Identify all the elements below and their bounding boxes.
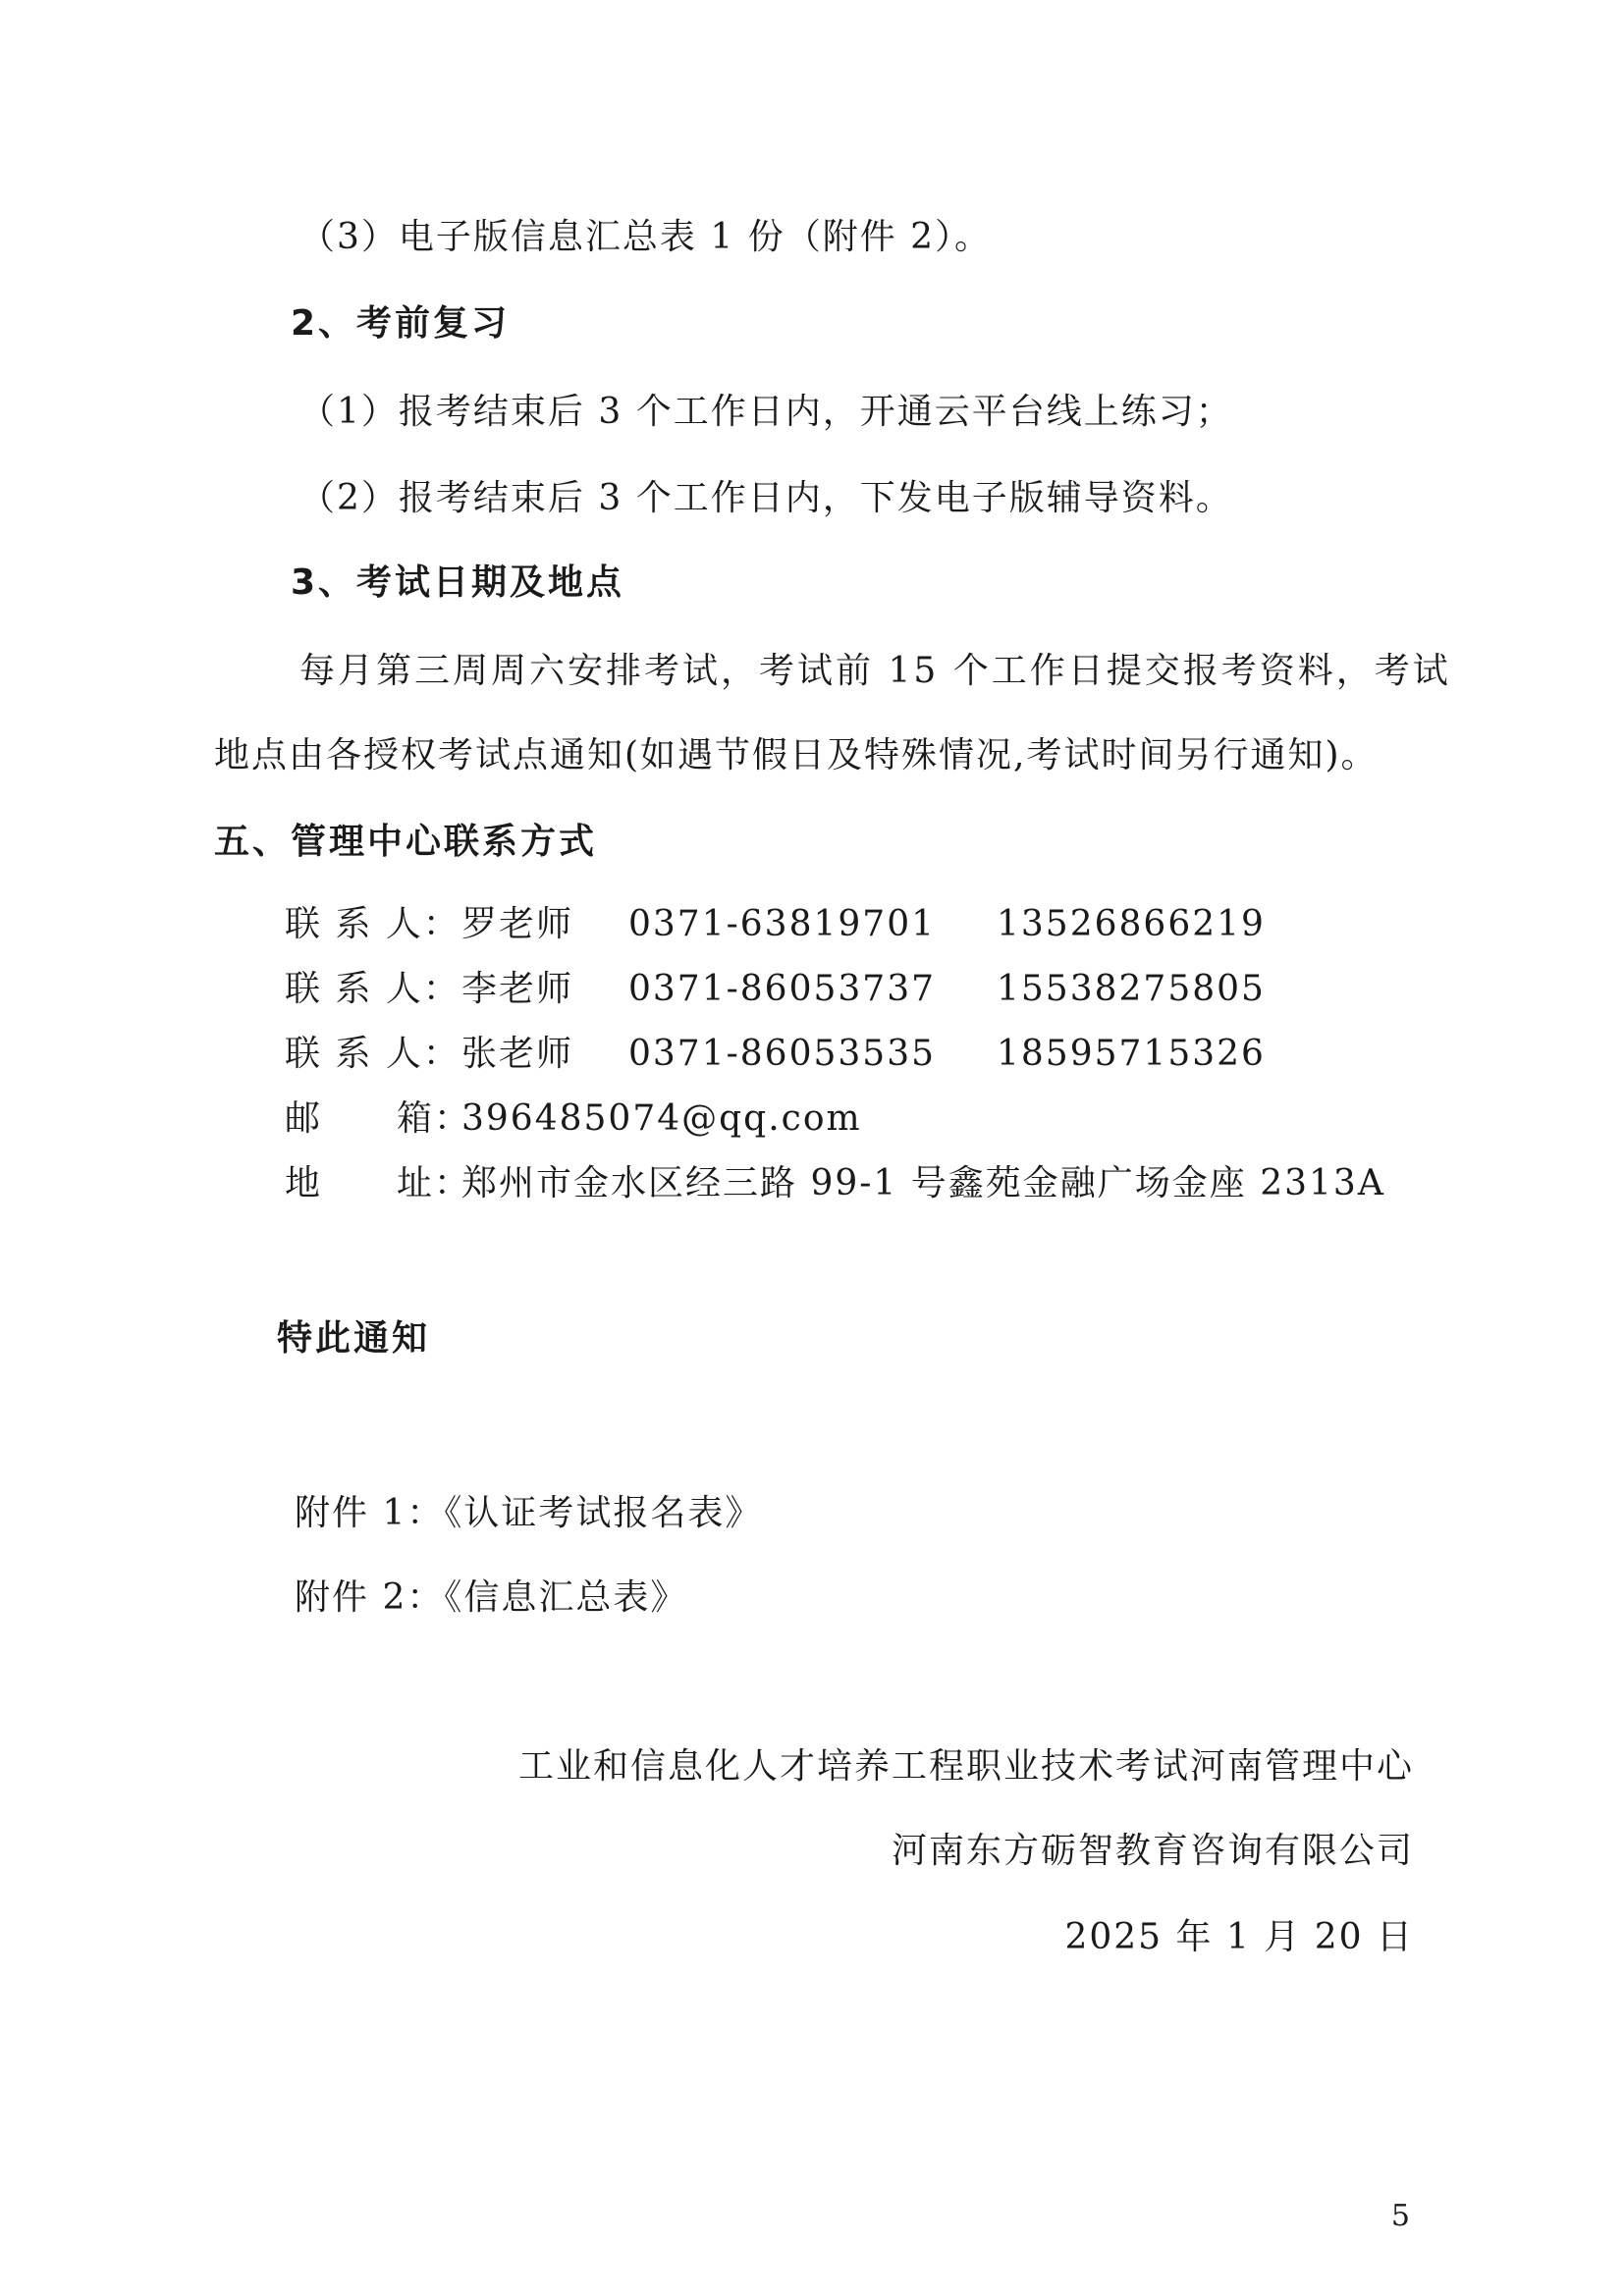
contact-name: 李老师 xyxy=(461,969,574,1009)
contact-mobile: 15538275805 xyxy=(997,969,1266,1009)
address-value: 郑州市金水区经三路 99-1 号鑫苑金融广场金座 2313A xyxy=(461,1163,1385,1203)
contact-name: 罗老师 xyxy=(461,904,574,944)
exam-paragraph-line-1: 每月第三周周六安排考试，考试前 15 个工作日提交报考资料，考试 xyxy=(299,651,1451,691)
contact-label: 联 系 人： xyxy=(285,904,460,944)
exam-paragraph-line-2: 地点由各授权考试点通知(如遇节假日及特殊情况,考试时间另行通知)。 xyxy=(214,735,1379,775)
attachment-1: 附件 1：《认证考试报名表》 xyxy=(295,1493,763,1533)
contact-phone: 0371-86053535 xyxy=(628,1034,937,1074)
heading-exam: 3、考试日期及地点 xyxy=(291,562,625,603)
contact-name: 张老师 xyxy=(461,1034,574,1074)
contact-label: 联 系 人： xyxy=(285,969,460,1009)
heading-review: 2、考前复习 xyxy=(291,303,511,344)
contact-mobile: 13526866219 xyxy=(997,904,1266,944)
email-value: 396485074@qq.com xyxy=(461,1098,862,1139)
signature-org-2: 河南东方砺智教育咨询有限公司 xyxy=(891,1831,1414,1871)
attachment-2: 附件 2：《信息汇总表》 xyxy=(295,1577,688,1618)
submission-item-3: （3）电子版信息汇总表 1 份（附件 2）。 xyxy=(299,217,993,257)
contact-mobile: 18595715326 xyxy=(997,1034,1266,1074)
review-item-2: （2）报考结束后 3 个工作日内，下发电子版辅导资料。 xyxy=(299,478,1233,518)
contact-phone: 0371-86053737 xyxy=(628,969,937,1009)
contact-label: 联 系 人： xyxy=(285,1034,460,1074)
email-label: 邮 箱： xyxy=(285,1098,472,1139)
signature-org-1: 工业和信息化人才培养工程职业技术考试河南管理中心 xyxy=(517,1746,1414,1787)
contact-phone: 0371-63819701 xyxy=(628,904,937,944)
closing-text: 特此通知 xyxy=(277,1318,431,1359)
review-item-1: （1）报考结束后 3 个工作日内，开通云平台线上练习； xyxy=(299,392,1233,432)
page-number: 5 xyxy=(1390,2199,1410,2233)
signature-date: 2025 年 1 月 20 日 xyxy=(1064,1917,1414,1957)
heading-contact: 五、管理中心联系方式 xyxy=(214,822,598,862)
address-label: 地 址： xyxy=(285,1163,472,1203)
